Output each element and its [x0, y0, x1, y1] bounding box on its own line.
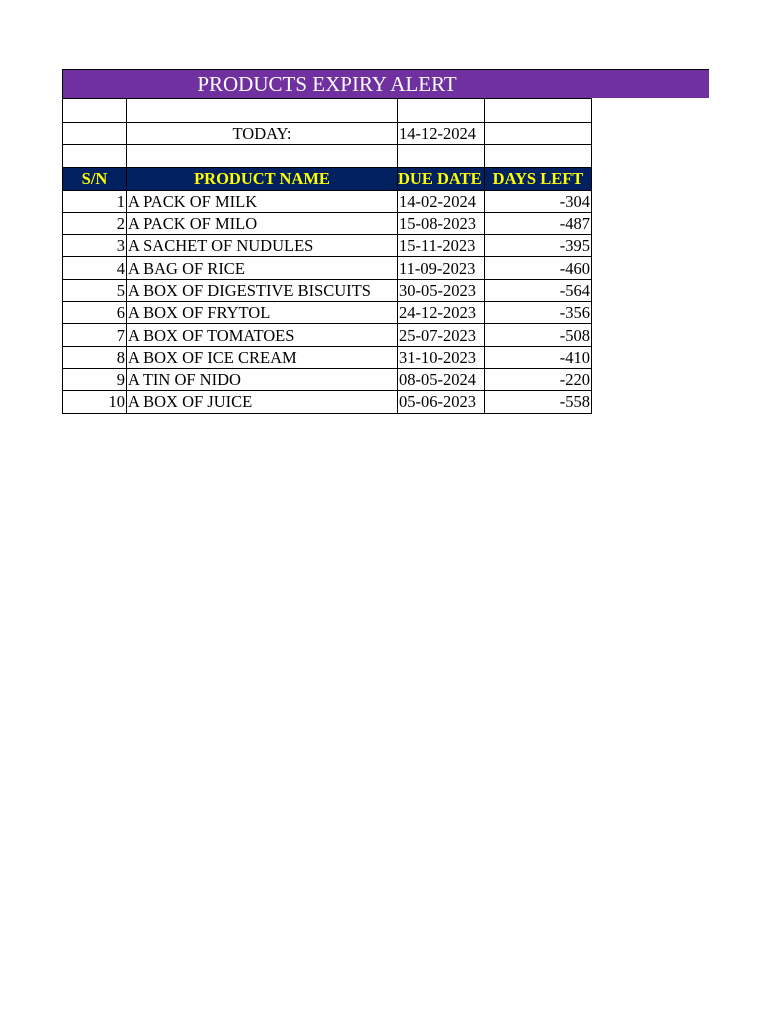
table-row — [63, 212, 592, 234]
cell-product-name[interactable]: A BAG OF RICE — [127, 257, 398, 279]
cell-product-name[interactable]: A BOX OF TOMATOES — [127, 324, 398, 346]
page-title: PRODUCTS EXPIRY ALERT — [197, 72, 457, 96]
cell-days-left[interactable]: -508 — [485, 324, 592, 346]
table-row — [63, 235, 592, 257]
cell-product-name[interactable]: A PACK OF MILO — [127, 212, 398, 234]
cell-due-date[interactable]: 14-02-2024 — [398, 190, 485, 212]
cell-days-left[interactable]: -304 — [485, 190, 592, 212]
table-row — [63, 302, 592, 324]
today-row — [63, 122, 592, 144]
empty-cell[interactable] — [63, 144, 127, 168]
cell-days-left[interactable]: -564 — [485, 279, 592, 301]
empty-row — [63, 144, 592, 168]
table-row — [63, 257, 592, 279]
empty-cell[interactable] — [398, 144, 485, 168]
empty-cell[interactable] — [63, 99, 127, 123]
empty-cell[interactable] — [63, 122, 127, 144]
cell-product-name[interactable]: A SACHET OF NUDULES — [127, 235, 398, 257]
cell-sn[interactable]: 6 — [63, 302, 127, 324]
cell-due-date[interactable]: 24-12-2023 — [398, 302, 485, 324]
cell-product-name[interactable]: A BOX OF JUICE — [127, 391, 398, 413]
table-row — [63, 324, 592, 346]
header-days-left[interactable]: DAYS LEFT — [485, 168, 592, 190]
cell-product-name[interactable]: A PACK OF MILK — [127, 190, 398, 212]
cell-days-left[interactable]: -395 — [485, 235, 592, 257]
cell-days-left[interactable]: -487 — [485, 212, 592, 234]
cell-days-left[interactable]: -558 — [485, 391, 592, 413]
expiry-table — [62, 98, 592, 414]
cell-sn[interactable]: 9 — [63, 368, 127, 390]
table-row — [63, 190, 592, 212]
empty-cell[interactable] — [485, 144, 592, 168]
cell-due-date[interactable]: 08-05-2024 — [398, 368, 485, 390]
today-label[interactable]: TODAY: — [127, 122, 398, 144]
cell-sn[interactable]: 3 — [63, 235, 127, 257]
cell-sn[interactable]: 1 — [63, 190, 127, 212]
header-due-date[interactable]: DUE DATE — [398, 168, 485, 190]
table-row — [63, 391, 592, 413]
table-row — [63, 346, 592, 368]
cell-due-date[interactable]: 15-11-2023 — [398, 235, 485, 257]
cell-sn[interactable]: 4 — [63, 257, 127, 279]
cell-due-date[interactable]: 25-07-2023 — [398, 324, 485, 346]
cell-due-date[interactable]: 15-08-2023 — [398, 212, 485, 234]
cell-sn[interactable]: 10 — [63, 391, 127, 413]
cell-due-date[interactable]: 05-06-2023 — [398, 391, 485, 413]
cell-product-name[interactable]: A BOX OF DIGESTIVE BISCUITS — [127, 279, 398, 301]
cell-product-name[interactable]: A BOX OF ICE CREAM — [127, 346, 398, 368]
table-row — [63, 279, 592, 301]
cell-days-left[interactable]: -220 — [485, 368, 592, 390]
today-date[interactable]: 14-12-2024 — [398, 122, 485, 144]
table-row — [63, 368, 592, 390]
cell-days-left[interactable]: -410 — [485, 346, 592, 368]
empty-row — [63, 99, 592, 123]
cell-product-name[interactable]: A TIN OF NIDO — [127, 368, 398, 390]
cell-due-date[interactable]: 30-05-2023 — [398, 279, 485, 301]
cell-due-date[interactable]: 11-09-2023 — [398, 257, 485, 279]
cell-sn[interactable]: 8 — [63, 346, 127, 368]
cell-product-name[interactable]: A BOX OF FRYTOL — [127, 302, 398, 324]
cell-days-left[interactable]: -460 — [485, 257, 592, 279]
empty-cell[interactable] — [485, 99, 592, 123]
cell-days-left[interactable]: -356 — [485, 302, 592, 324]
cell-sn[interactable]: 2 — [63, 212, 127, 234]
cell-sn[interactable]: 7 — [63, 324, 127, 346]
table-header-row — [63, 168, 592, 190]
empty-cell[interactable] — [127, 99, 398, 123]
cell-due-date[interactable]: 31-10-2023 — [398, 346, 485, 368]
title-banner — [62, 69, 709, 98]
header-sn[interactable]: S/N — [63, 168, 127, 190]
empty-cell[interactable] — [398, 99, 485, 123]
cell-sn[interactable]: 5 — [63, 279, 127, 301]
empty-cell[interactable] — [127, 144, 398, 168]
header-product-name[interactable]: PRODUCT NAME — [127, 168, 398, 190]
empty-cell[interactable] — [485, 122, 592, 144]
